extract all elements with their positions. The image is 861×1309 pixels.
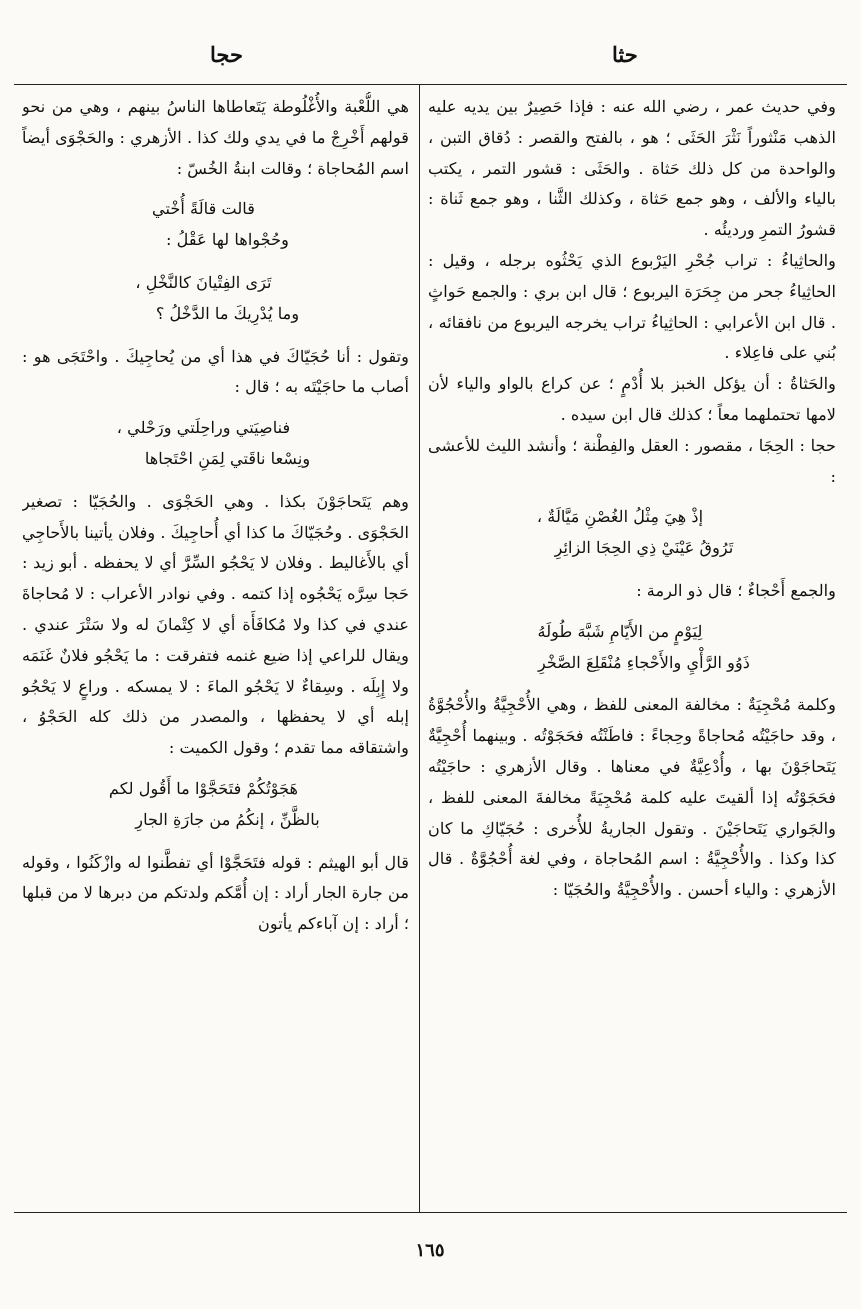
verse-line: لِيَوْمٍ من الأَيّامِ شَبَّهَ طُولَهُ bbox=[537, 621, 703, 641]
verse-line: بالظَّنِّ ، إنكُمُ من جارَةِ الجارِ bbox=[135, 809, 320, 829]
header-rule bbox=[14, 84, 847, 85]
poetry-verse bbox=[22, 774, 409, 836]
verse-line: قالت قالَةً أُخْتي bbox=[152, 199, 255, 219]
left-column bbox=[22, 92, 409, 1204]
entry-paragraph: والجمع أَحْجاءٌ ؛ قال ذو الرمة : bbox=[636, 580, 836, 600]
entry-heading-paragraph: حجا : الحِجَا ، مقصور : العقل والفِطْنة ؛ وأنشد الليث للأعشى : bbox=[428, 435, 836, 486]
verse-line: إذْ هِيَ مِثْلُ الغُصْنِ مَيَّالَةٌ ، bbox=[536, 507, 704, 527]
poetry-verse bbox=[22, 413, 409, 475]
header-left-word: حجا bbox=[210, 42, 243, 67]
poetry-verse bbox=[22, 194, 409, 256]
verse-line: فناصِيَتي وراحِلَتي ورَحْلي ، bbox=[116, 418, 291, 438]
verse-line: ونِسْعا ناقَتي لِمَنِ احْتَجاها bbox=[144, 448, 311, 468]
page-number: ١٦٥ bbox=[415, 1240, 445, 1261]
entry-paragraph: هي اللُّعْبة والأُغْلُوطة يَتَعاطاها الناسُ بينهم ، وهي من نحو قولهم أَخْرِجْ ما في يدي ولك كذا . الأزهري : والحَجْوَى أيضاً اسم المُحاجاة ؛ وقالت ابنةُ الخُسّ : bbox=[22, 97, 409, 178]
column-divider bbox=[419, 84, 420, 1212]
poetry-verse bbox=[428, 617, 836, 679]
entry-paragraph: وهم يَتَحاجَوْنَ بكذا . وهي الحَجْوَى . والحُجَيّا : تصغير الحَجْوَى . وحُجَيّاكَ ما كذا أي أُحاجِيكَ . وفلان يأتينا بالأَحاجِي أي بالأَغاليط . وفلان لا يَحْجُو السِّرَّ أي لا يحفظه . أبو زيد : حَجا سِرَّه يَحْجُوه إذا كتمه . وفي نوادر الأعراب : لا مُحاجاةَ عندي في كذا ولا مُكافَأَة أي لا كِتْمانَ له ولا سَتْرَ عندي . ويقال للراعي إذا ضيع غنمه فتفرقت : ما يَحْجُو فلانٌ غَنَمَه ولا إِبِلَه . وسِقاءٌ لا يَحْجُو الماءَ : لا يمسكه . وراعٍ لا يَحْجُو إبله أي لا يحفظها ، والمصدر من ذلك كله الحَجْوُ ، واشتقاقه مما تقدم ؛ وقول الكميت : bbox=[22, 491, 409, 758]
verse-line: تَرَى الفِتْيانَ كالنَّخْلِ ، bbox=[135, 272, 272, 292]
entry-paragraph: قال أبو الهيثم : قوله فتَحَجَّوْا أي تفطَّنوا له وازْكَنُوا ، وقوله من جارة الجار أراد : إن أُمَّكم ولدتكم من دبرها لا من قبلها ؛ أراد : إن آباءكم يأتون bbox=[22, 852, 409, 934]
poetry-verse bbox=[428, 502, 836, 564]
header-right-word: حثا bbox=[612, 42, 638, 67]
verse-line: تَرُوقُ عَيْنَيْ ذِي الحِجَا الزائِرِ bbox=[554, 538, 734, 558]
verse-line: وحُجْواها لها عَقْلُ : bbox=[166, 230, 289, 250]
entry-paragraph: والحاثِياءُ : تراب جُحْرِ اليَرْبوع الذي يَحْثُوه برجله ، وقيل : الحاثِياءُ جحر من جِحَرَة اليربوع ؛ قال ابن بري : والجمع حَواثٍ . قال ابن الأعرابي : الحاثِياءُ تراب يخرجه اليربوع من نافقائه ، بُني على فاعِلاء . bbox=[428, 250, 836, 363]
footer-rule bbox=[14, 1212, 847, 1213]
entry-paragraph: وكلمة مُحْجِيَةٌ : مخالفة المعنى للفظ ، وهي الأُحْجِيَّةُ والأُحْجُوَّةُ ، وقد حاجَيْتُه مُحاجاةً وحِجاءً : فاطَنْتُه فحَجَوْتُه . وبينهما أُحْجِيَّةٌ يَتَحاجَوْنَ بها ، وأُدْعِيَّةٌ في معناها . وقال الأزهري : حاجَيْتُه فحَجَوْتُه إذا ألقيتَ عليه كلمة مُحْجِيَةً مخالفةَ المعنى للفظ ، والجَواري يَتَحاجَيْنَ . وتقول الجاريةُ للأُخرى : حُجَيّاكِ ما كان كذا وكذا . والأُحْجِيَّةُ : اسم المُحاجاة ، وفي لغة أُحْجُوَّةٌ . قال الأزهري : والياء أحسن . والأُحْجِيَّةُ والحُجَيّا : bbox=[428, 695, 836, 900]
entry-paragraph: وفي حديث عمر ، رضي الله عنه : فإذا حَصِيرٌ بين يديه عليه الذهب مَنْثوراً نَثْرَ الحَثَى ؛ هو ، بالفتح والقصر : دُقاق التبن ، والواحدة من كل ذلك حَثاة . والحَثَى : قشور التمر ، يكتب بالياء والألف ، وهو جمع حَثاة ، وكذلك الثَّنا ، وهو جمع ثَناة : قشورُ التمرِ ورديئُه . bbox=[428, 97, 836, 240]
verse-line: ذَوُو الرَّأْيِ والأَحْجاءِ مُنْقَلِعَ الصَّخْرِ bbox=[537, 652, 751, 672]
entry-paragraph: وتقول : أنا حُجَيّاكَ في هذا أي من يُحاجِيكَ . واحْتَجَى هو : أصاب ما حاجَيْتَه به ؛ قال : bbox=[22, 346, 409, 397]
poetry-verse bbox=[22, 268, 409, 330]
verse-line: هَجَوْتُكُمْ فتَحَجَّوْا ما أَقُول لكم bbox=[108, 778, 299, 798]
verse-line: وما يُدْرِيكَ ما الدَّخْلُ ؟ bbox=[155, 303, 300, 323]
entry-paragraph: والحَثاةُ : أن يؤكل الخبز بلا أُدْمٍ ؛ عن كراع بالواو والياء لأن لامها تحتملهما معاً ؛ كذلك قال ابن سيده . bbox=[428, 374, 836, 424]
right-column bbox=[428, 92, 836, 1204]
